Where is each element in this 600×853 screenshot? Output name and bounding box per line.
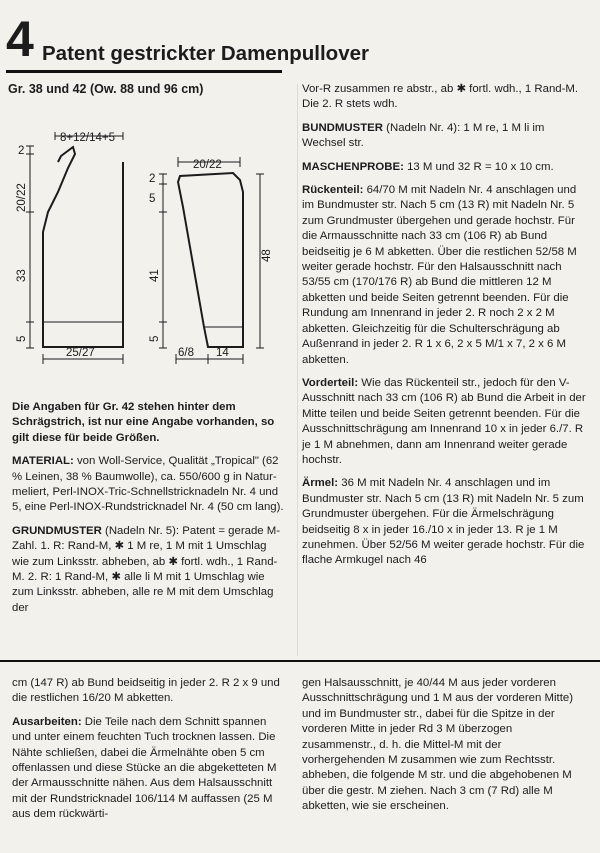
grundmuster-label: GRUNDMUSTER [12,524,102,537]
front-measure-lines [26,132,123,364]
sleeve-label-5-top: 5 [149,193,156,205]
aermel-continuation: cm (147 R) ab Bund beidseitig in jeder 2. R 2 x 9 und die restlichen 16/20 M abketten. [12,677,280,705]
right-column [302,82,586,577]
front-label-33: 33 [16,269,28,282]
rueckenteil-paragraph [302,183,586,368]
maschenprobe-label: MASCHENPROBE: [302,160,404,173]
grundmuster-text: (Nadeln Nr. 5): Patent = gerade M-Zahl. 1. R: Rand-M, ✱ 1 M re, 1 M mit 1 Umschlag wie zum Linksstr. abheben, ab ✱ fortl. wdh., 1 Rand-M. 2. R: 1 Rand-M, ✱ alle li M mit 1 Umschlag wie zum Linksstr. abheben, alle re M mit dem Umschlag der [12,524,281,614]
page-divider [0,660,600,662]
ausarbeiten-paragraph [12,715,288,823]
title-rule [6,70,282,73]
pattern-schematic [8,132,280,368]
material-label: MATERIAL: [12,455,74,468]
vorderteil-label: Vorderteil: [302,376,359,389]
right-continuation: Vor-R zusammen re abstr., ab ✱ fortl. wdh., 1 Rand-M. Die 2. R stets wdh. [302,83,579,111]
sleeve-label-41: 41 [149,269,161,282]
size-line: Gr. 38 und 42 (Ow. 88 und 96 cm) [8,82,204,96]
sleeve-measure-lines [159,157,264,364]
aermel-label: Ärmel: [302,477,339,490]
aermel-text: 36 M mit Nadeln Nr. 4 anschlagen und im Bundmuster str. Nach 5 cm (13 R) mit Nadeln Nr. 5 zum Grundmuster übergehen. Für die Ärmelschrägung beidseitig 8 x in jeder 16./10 x in jeder 13. R je 1 M zunehmen. Über 52/56 M weiter gerade hochstr. Für die flache Armkugel nach 46 [302,477,585,567]
bundmuster-label: BUNDMUSTER [302,121,383,134]
ausarbeiten-text: Die Teile nach dem Schnitt spannen und unter einem feuchten Tuch trocknen lassen. Die Nähte schließen, dabei die Ärmelnähte oben 5 cm offenlassen und diese Stücke an die abgeketteten M der Armausschnitte nähen. Aus dem Halsausschnitt mit der Rundstricknadel 106/114 M auffassen (25 M aus dem rückwärti- [12,715,277,821]
vorderteil-paragraph [302,376,586,468]
front-label-2: 2 [18,145,25,157]
sleeve-label-48: 48 [261,249,273,262]
sleeve-piece-outline [178,173,243,347]
sleeve-bottom-label-14: 14 [216,347,229,359]
grundmuster-paragraph [12,524,284,616]
maschenprobe-text: 13 M und 32 R = 10 x 10 cm. [407,160,554,173]
front-piece-outline [43,147,123,347]
article-number: 4 [6,11,34,67]
left-column [12,400,284,624]
material-paragraph [12,454,284,516]
article-title: Patent gestrickter Damenpullover [42,42,369,65]
maschenprobe-paragraph [302,160,586,175]
front-label-20-22: 20/22 [16,183,28,212]
sleeve-top-label: 20/22 [193,159,222,171]
ausarbeiten-label: Ausarbeiten: [12,715,82,728]
rueckenteil-label: Rückenteil: [302,184,364,197]
bottom-left-column [12,676,288,831]
rueckenteil-text: 64/70 M mit Nadeln Nr. 4 anschlagen und im Bundmuster str. Nach 5 cm (13 R) mit Nadeln Nr. 5 zum Grundmuster übergehen und gerade hochstr. Für die Armausschnitte nach 33 cm (106 R) ab Bund beidseitig je 6 M abketten. Über die restlichen 52/58 M weiter gerade hochstr. Für den Halsausschnitt nach 53/55 cm (170/176 R) ab Bund die mittleren 12 M abketten und beide Seiten getrennt beenden. Für die Rundung am Innenrand in jeder 2. R noch 2 x 2 M abketten. Gleichzeitig für die Schulterschrägung ab Außenrand in jeder 2. R 1 x 6, 2 x 5 M/1 x 7, 2 x 6 M abketten. [302,184,577,366]
bottom-right-column [302,676,586,823]
intro-note: Die Angaben für Gr. 42 stehen hinter dem Schrägstrich, ist nur eine Angabe vorhanden, so gilt diese für beide Größen. [12,401,275,444]
front-bottom-label: 25/27 [66,347,95,359]
bundmuster-text: (Nadeln Nr. 4): 1 M re, 1 M li im Wechsel str. [302,121,545,150]
bundmuster-paragraph [302,121,586,152]
article-header [6,11,369,72]
column-separator [297,84,298,656]
sleeve-bottom-label-6-8: 6/8 [178,347,194,359]
front-top-label: 8+12/14+5 [60,132,116,144]
aermel-paragraph [302,476,586,568]
vorderteil-text: Wie das Rückenteil str., jedoch für den V-Ausschnitt nach 33 cm (106 R) ab Bund die Arbeit in der Mitte teilen und beide Seiten getrennt beenden. Für die Ausschnittschrägung am Innenrand 10 x in jeder 6./7. R je 1 M abnehmen, dann am Innenrand weiter gerade hochstr. [302,376,586,466]
sleeve-label-5-bottom: 5 [149,335,161,342]
material-text: von Woll-Service, Qualität „Tropical" (62 % Leinen, 38 % Baumwolle), ca. 550/600 g in Natur-meliert, Perl-INOX-Tric-Schnellstricknadeln Nr. 4 und 5, eine Perl-INOX-Rundstricknadel Nr. 4 (50 cm lang). [12,455,284,514]
sleeve-label-2: 2 [149,173,156,185]
front-label-5: 5 [16,335,28,342]
finishing-continuation: gen Halsausschnitt, je 40/44 M aus jeder vorderen Ausschnittschrägung und 1 M aus der vorderen Mitte) und im Bundmuster str., dabei für die Spitze in der vorderen Mitte in jeder Rd 3 M überzogen zusammenstr., d. h. die Mittel-M mit der vorhergehenden M zusammen wie zum Rechtsstr. abheben, die folgende M str. und die abgehobenen M über die gestr. M ziehen. Nach 3 cm (7 Rd) alle M abketten, wie sie erscheinen. [302,677,573,813]
